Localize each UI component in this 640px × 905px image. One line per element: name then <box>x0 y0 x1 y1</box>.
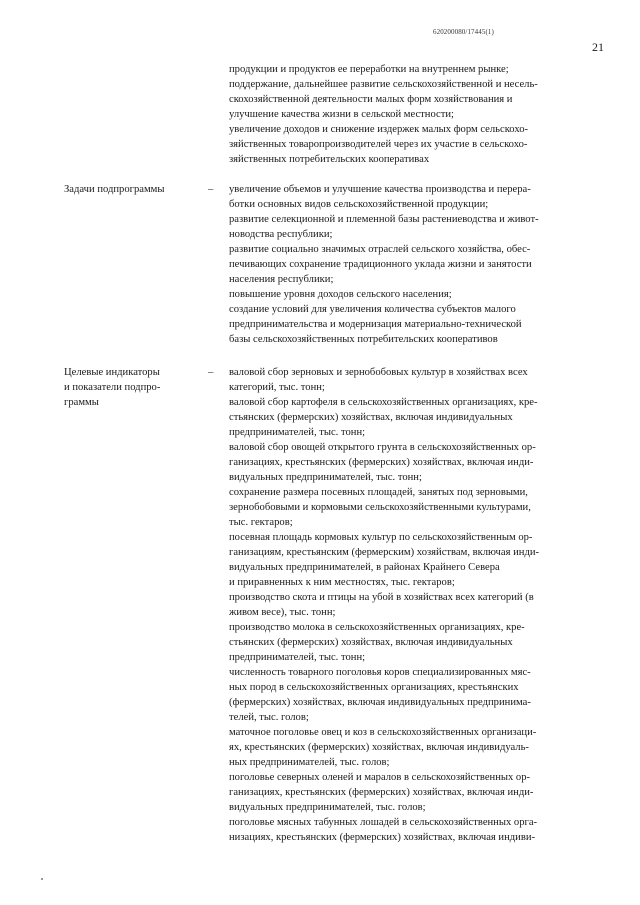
intro-line: скохозяйственной деятельности малых форм хозяйствования и <box>229 94 513 105</box>
document-code: 620200080/17445(1) <box>433 28 494 36</box>
indicator-line: ных пород в сельскохозяйственных организациях, крестьянских <box>229 682 519 693</box>
intro-line: зяйственных потребительских кооперативах <box>229 154 430 165</box>
indicator-line: низациях, крестьянских (фермерских) хозяйствах, включая индиви- <box>229 832 536 843</box>
intro-line: улучшение качества жизни в сельской местности; <box>229 109 454 120</box>
indicator-line: ных предпринимателей, тыс. голов; <box>229 757 390 768</box>
indicator-line: видуальных предпринимателей, тыс. голов; <box>229 802 426 813</box>
tasks-line: повышение уровня доходов сельского населения; <box>229 289 452 300</box>
tasks-line: населения республики; <box>229 274 334 285</box>
indicator-line: видуальных предпринимателей, тыс. тонн; <box>229 472 422 483</box>
intro-line: поддержание, дальнейшее развитие сельскохозяйственной и несель- <box>229 79 538 90</box>
intro-line: зяйственных товаропроизводителей через их участие в сельскохо- <box>229 139 528 150</box>
indicator-line: маточное поголовье овец и коз в сельскохозяйственных организаци- <box>229 727 537 738</box>
indicator-line: ях, крестьянских (фермерских) хозяйствах, включая индивидуаль- <box>229 742 529 753</box>
indicator-line: поголовье мясных табунных лошадей в сельскохозяйственных орга- <box>229 817 538 828</box>
indicator-line: телей, тыс. голов; <box>229 712 309 723</box>
indicator-line: сохранение размера посевных площадей, занятых под зерновыми, <box>229 487 528 498</box>
indicator-line: категорий, тыс. тонн; <box>229 382 325 393</box>
tasks-line: ботки основных видов сельскохозяйственной продукции; <box>229 199 489 210</box>
indicator-line: стьянских (фермерских) хозяйствах, включая индивидуальных <box>229 637 513 648</box>
indicator-line: валовой сбор овощей открытого грунта в сельскохозяйственных ор- <box>229 442 536 453</box>
tasks-line: увеличение объемов и улучшение качества производства и перера- <box>229 184 531 195</box>
indicator-line: посевная площадь кормовых культур по сельскохозяйственным ор- <box>229 532 533 543</box>
indicator-line: стьянских (фермерских) хозяйствах, включая индивидуальных <box>229 412 513 423</box>
indicators-dash: – <box>208 367 214 378</box>
indicator-line: производство скота и птицы на убой в хозяйствах всех категорий (в <box>229 592 534 603</box>
indicator-line: зернобобовыми и кормовыми сельскохозяйственными культурами, <box>229 502 531 513</box>
indicators-label: Целевые индикаторы <box>64 367 160 378</box>
indicator-line: ганизациях, крестьянских (фермерских) хозяйствах, включая инди- <box>229 457 534 468</box>
indicator-line: предпринимателей, тыс. тонн; <box>229 652 366 663</box>
indicator-line: производство молока в сельскохозяйственных организациях, кре- <box>229 622 525 633</box>
tasks-line: базы сельскохозяйственных потребительских кооперативов <box>229 334 498 345</box>
scan-artifact <box>41 878 43 880</box>
page-number: 21 <box>592 40 604 54</box>
intro-line: продукции и продуктов ее переработки на внутреннем рынке; <box>229 64 509 75</box>
indicator-line: (фермерских) хозяйствах, включая индивидуальных предпринима- <box>229 697 531 708</box>
indicator-line: тыс. гектаров; <box>229 517 293 528</box>
indicators-label: и показатели подпро- <box>64 382 161 393</box>
tasks-line: развитие селекционной и племенной базы растениеводства и живот- <box>229 214 539 225</box>
indicator-line: численность товарного поголовья коров специализированных мяс- <box>229 667 531 678</box>
tasks-line: предпринимательства и модернизация материально-технической <box>229 319 522 330</box>
tasks-line: печивающих сохранение традиционного уклада жизни и занятости <box>229 259 532 270</box>
tasks-dash: – <box>208 184 214 195</box>
tasks-line: развитие социально значимых отраслей сельского хозяйства, обес- <box>229 244 531 255</box>
indicator-line: поголовье северных оленей и маралов в сельскохозяйственных ор- <box>229 772 531 783</box>
indicator-line: видуальных предпринимателей, в районах Крайнего Севера <box>229 562 500 573</box>
intro-line: увеличение доходов и снижение издержек малых форм сельскохо- <box>229 124 529 135</box>
tasks-line: новодства республики; <box>229 229 333 240</box>
indicator-line: ганизациях, крестьянских (фермерских) хозяйствах, включая инди- <box>229 787 534 798</box>
indicator-line: валовой сбор картофеля в сельскохозяйственных организациях, кре- <box>229 397 538 408</box>
tasks-line: создание условий для увеличения количества субъектов малого <box>229 304 516 315</box>
indicator-line: и приравненных к ним местностях, тыс. гектаров; <box>229 577 455 588</box>
tasks-label: Задачи подпрограммы <box>64 184 165 195</box>
indicator-line: живом весе), тыс. тонн; <box>229 607 336 618</box>
indicator-line: валовой сбор зерновых и зернобобовых культур в хозяйствах всех <box>229 367 528 378</box>
indicators-label: граммы <box>64 397 99 408</box>
indicator-line: предпринимателей, тыс. тонн; <box>229 427 366 438</box>
indicator-line: ганизациям, крестьянским (фермерским) хозяйствам, включая инди- <box>229 547 540 558</box>
